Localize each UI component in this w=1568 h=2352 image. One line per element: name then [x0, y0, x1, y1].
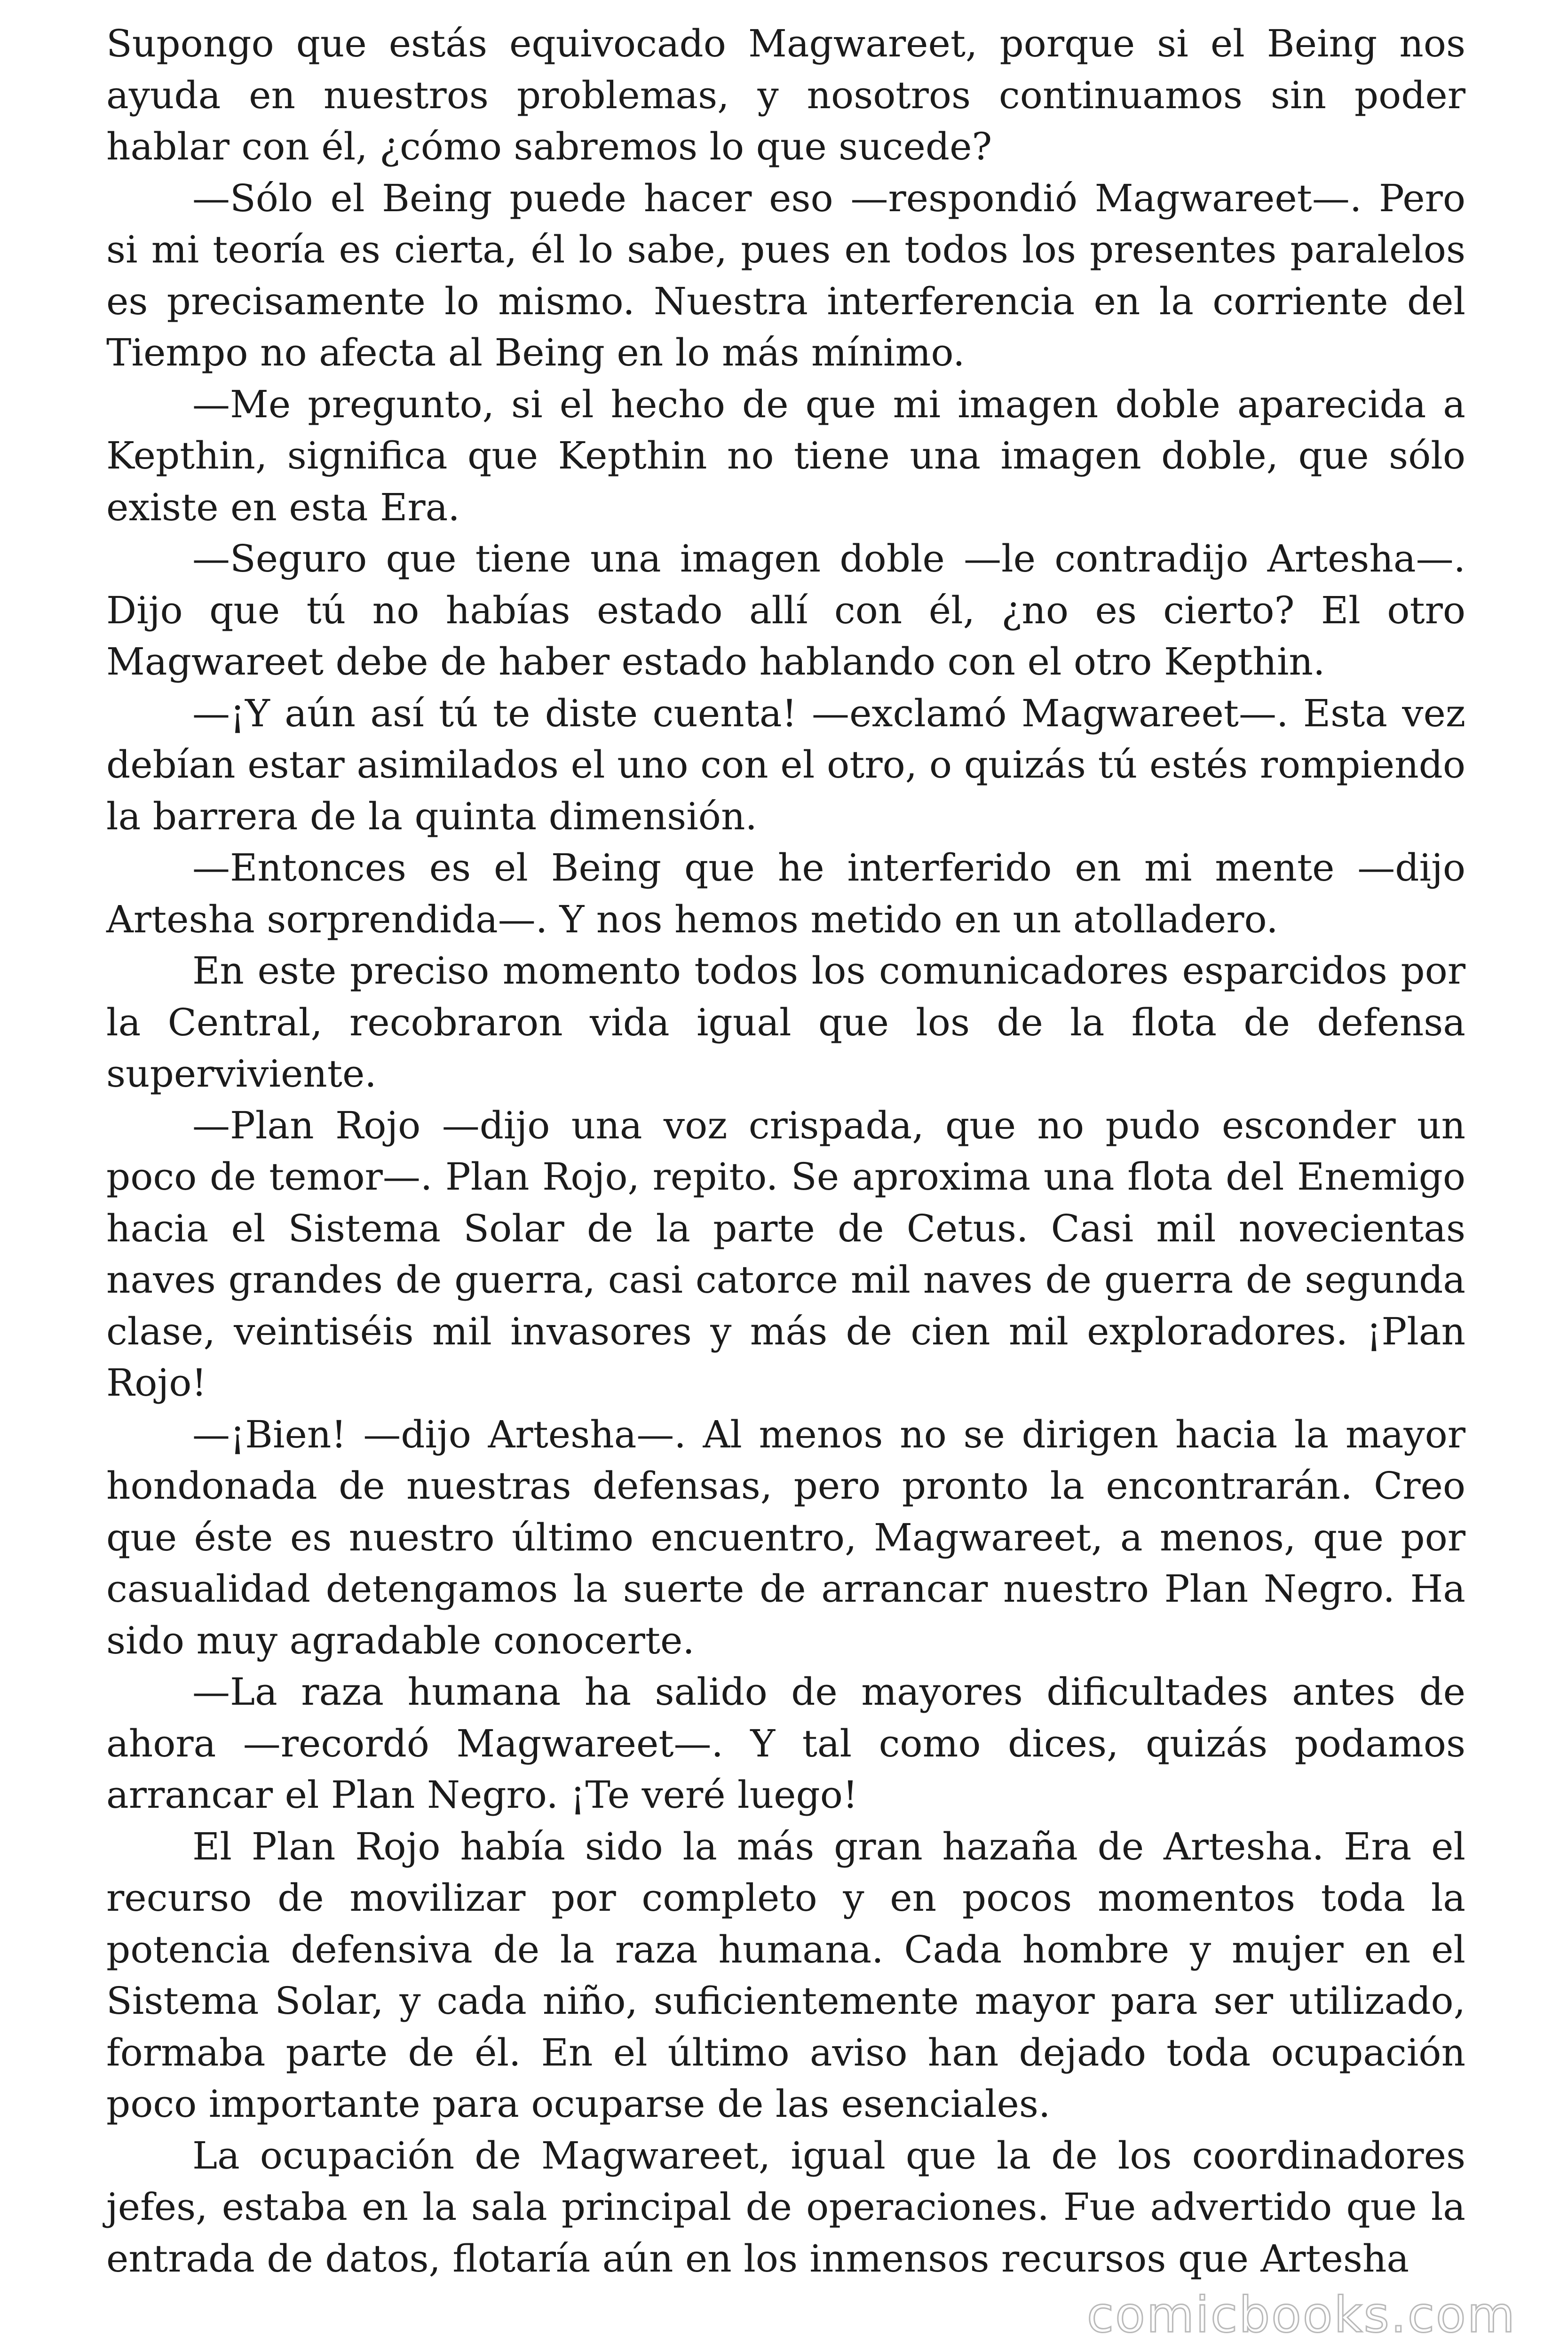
book-page — [106, 18, 1465, 2284]
paragraph: —Seguro que tiene una imagen doble —le contradijo Artesha—. Dijo que tú no habías estado allí con él, ¿no es cierto? El otro Magwareet debe de haber estado hablando con el otro Kepthin. — [106, 537, 1465, 683]
paragraph: El Plan Rojo había sido la más gran hazaña de Artesha. Era el recurso de movilizar por completo y en pocos momentos toda la potencia defensiva de la raza humana. Cada hombre y mujer en el Sistema Solar, y cada niño, suficientemente mayor para ser utilizado, formaba parte de él. En el último aviso han dejado toda ocupación poco importante para ocuparse de las esenciales. — [106, 1824, 1465, 2126]
watermark: comicbooks.com — [1086, 2286, 1516, 2344]
paragraph: —Entonces es el Being que he interferido en mi mente —dijo Artesha sorprendida—. Y nos hemos metido en un atolladero. — [106, 846, 1465, 941]
paragraph: La ocupación de Magwareet, igual que la de los coordinadores jefes, estaba en la sala principal de operaciones. Fue advertido que la entrada de datos, flotaría aún en los inmensos recursos que Artesha — [106, 2133, 1465, 2280]
paragraph: —¡Y aún así tú te diste cuenta! —exclamó Magwareet—. Esta vez debían estar asimilados el uno con el otro, o quizás tú estés rompiendo la barrera de la quinta dimensión. — [106, 691, 1465, 838]
paragraph: —La raza humana ha salido de mayores dificultades antes de ahora —recordó Magwareet—. Y tal como dices, quizás podamos arrancar el Plan Negro. ¡Te veré luego! — [106, 1670, 1465, 1817]
paragraph: —Me pregunto, si el hecho de que mi imagen doble aparecida a Kepthin, significa que Kepthin no tiene una imagen doble, que sólo existe en esta Era. — [106, 382, 1465, 529]
paragraph: —Sólo el Being puede hacer eso —respondió Magwareet—. Pero si mi teoría es cierta, él lo sabe, pues en todos los presentes paralelos es precisamente lo mismo. Nuestra interferencia en la corriente del Tiempo no afecta al Being en lo más mínimo. — [106, 176, 1465, 374]
paragraph: En este preciso momento todos los comunicadores esparcidos por la Central, recobraron vida igual que los de la flota de defensa superviviente. — [106, 949, 1465, 1096]
paragraph: —¡Bien! —dijo Artesha—. Al menos no se dirigen hacia la mayor hondonada de nuestras defensas, pero pronto la encontrarán. Creo que éste es nuestro último encuentro, Magwareet, a menos, que por casualidad detengamos la suerte de arrancar nuestro Plan Negro. Ha sido muy agradable conocerte. — [106, 1412, 1465, 1662]
paragraph: Supongo que estás equivocado Magwareet, porque si el Being nos ayuda en nuestros problemas, y nosotros continuamos sin poder hablar con él, ¿cómo sabremos lo que sucede? — [106, 22, 1465, 168]
paragraph: —Plan Rojo —dijo una voz crispada, que no pudo esconder un poco de temor—. Plan Rojo, repito. Se aproxima una flota del Enemigo hacia el Sistema Solar de la parte de Cetus. Casi mil novecientas naves grandes de guerra, casi catorce mil naves de guerra de segunda clase, veintiséis mil invasores y más de cien mil exploradores. ¡Plan Rojo! — [106, 1103, 1465, 1405]
